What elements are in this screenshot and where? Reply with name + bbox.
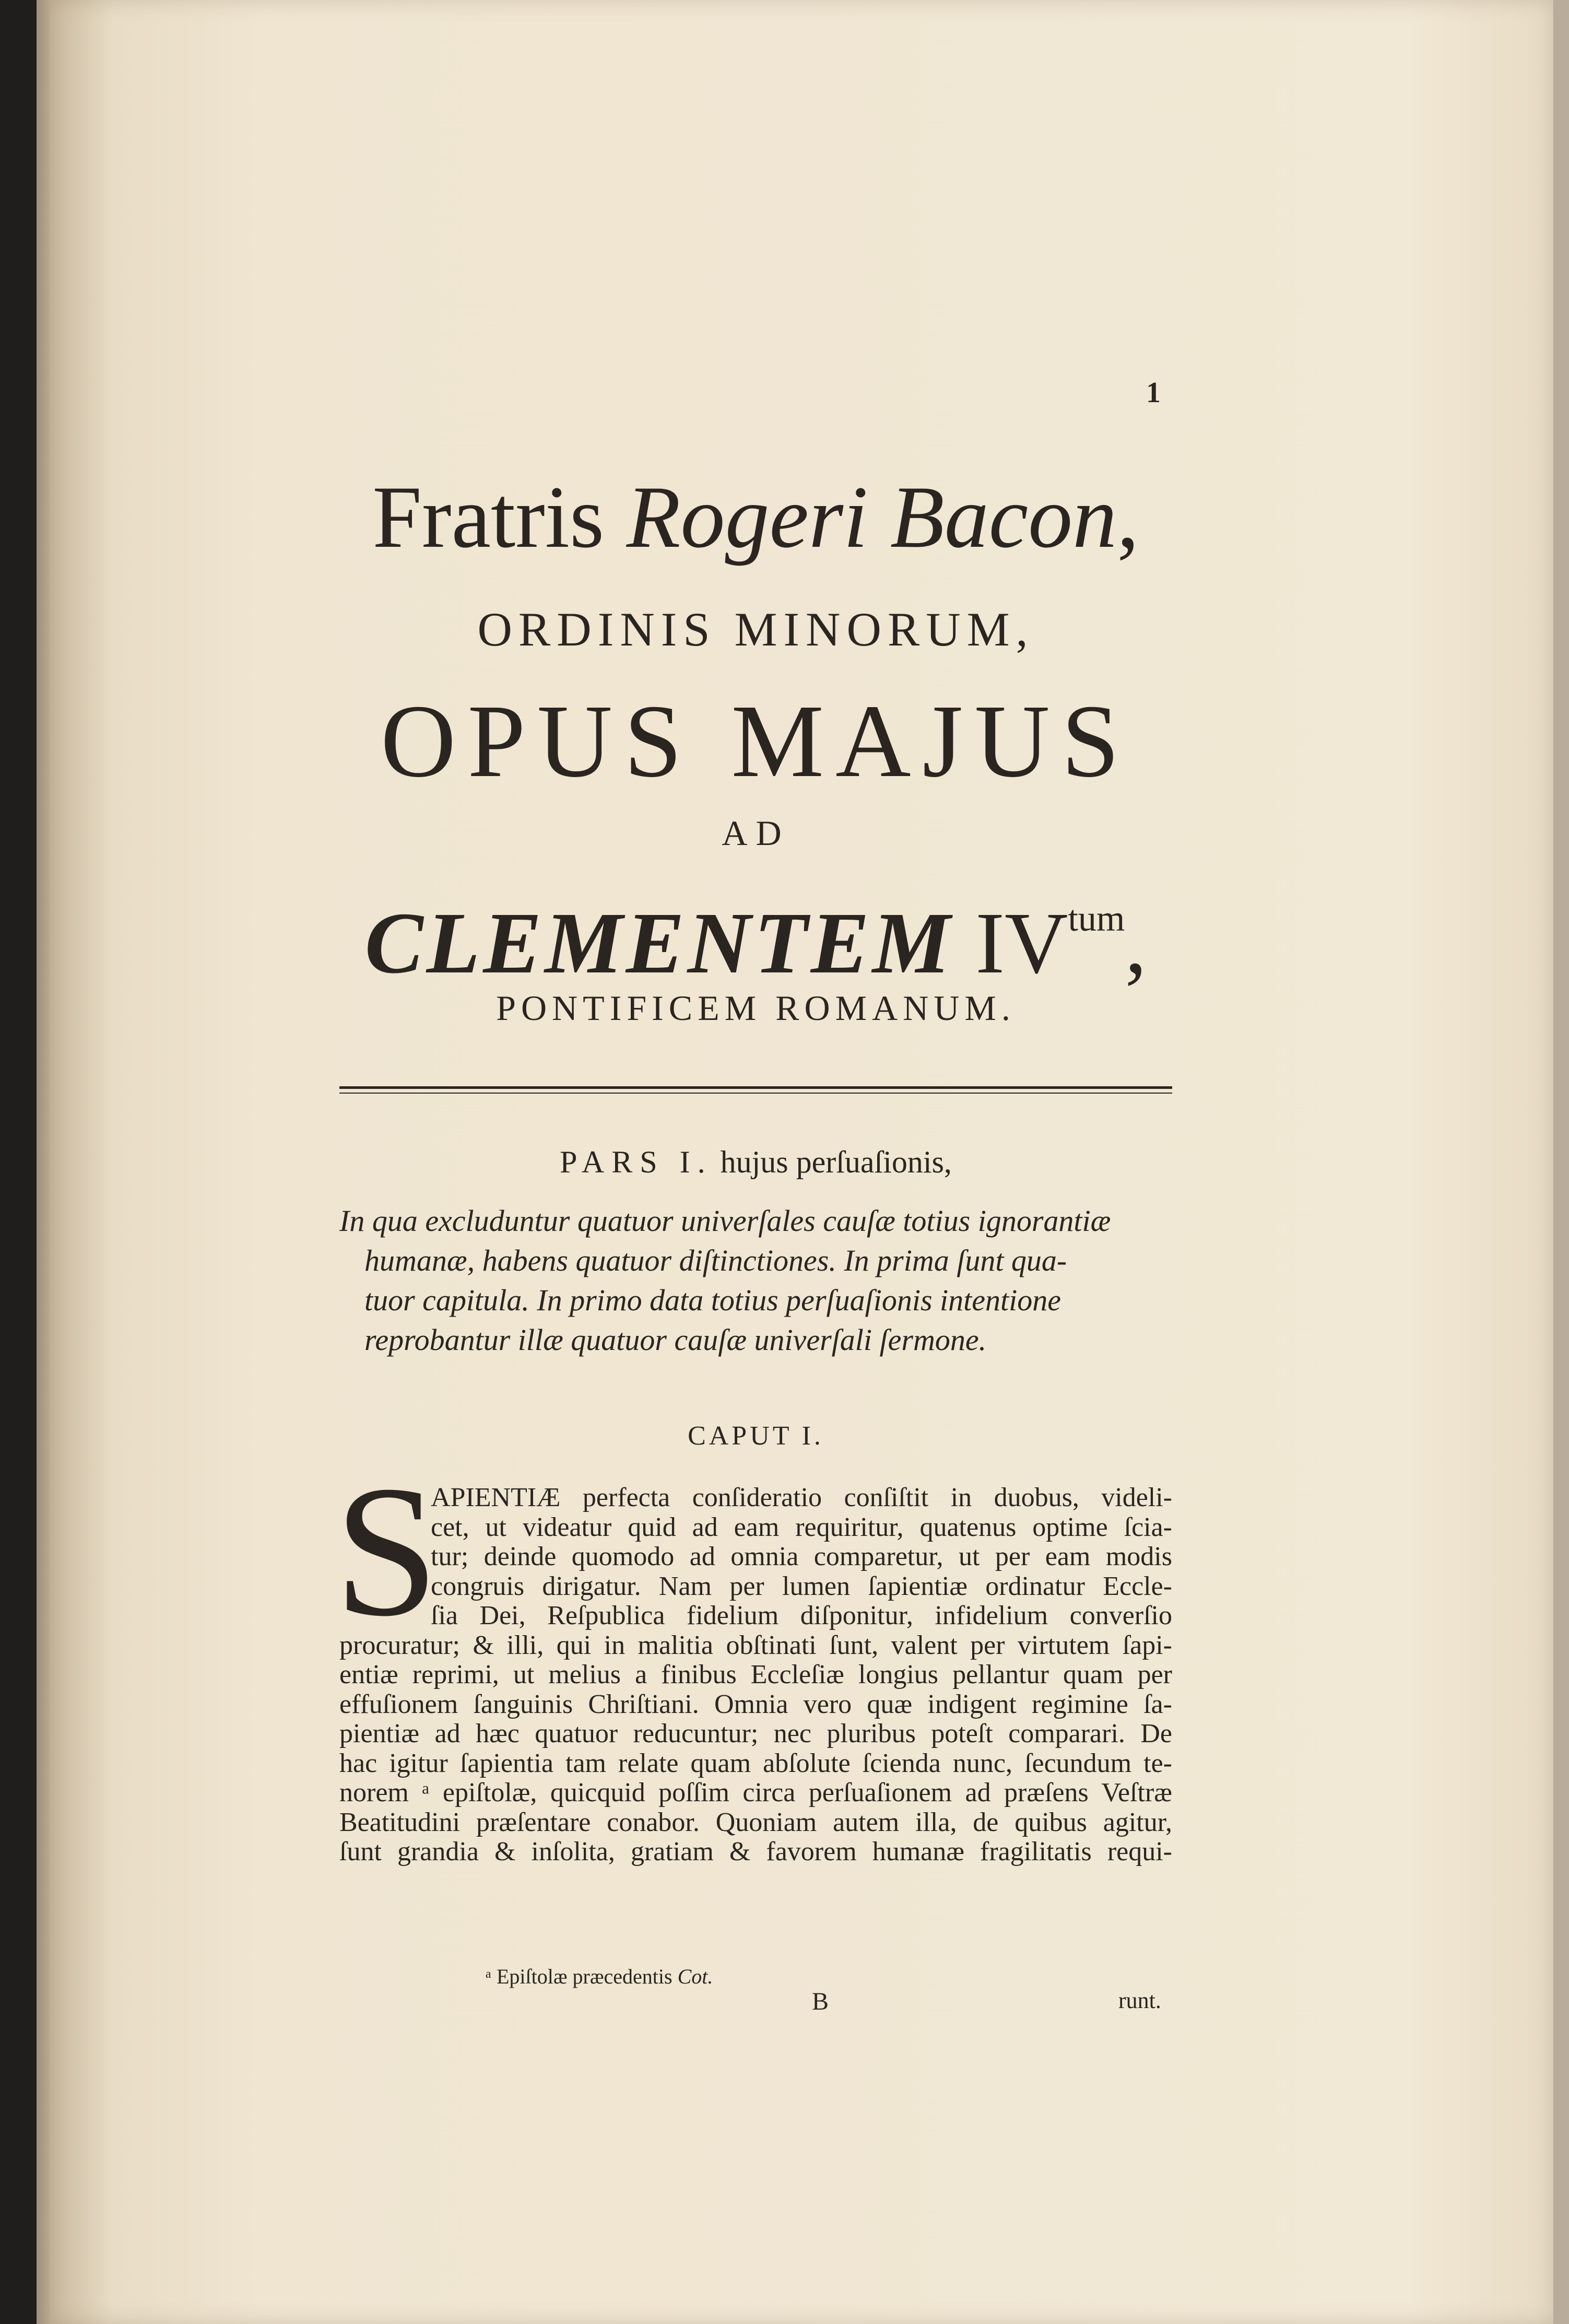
signature-mark: B bbox=[812, 1988, 829, 2015]
body-line: tur; deinde quomodo ad omnia comparetur, ut per eam modis bbox=[431, 1542, 1172, 1571]
title-author-name: Rogeri Bacon bbox=[626, 468, 1117, 566]
title-line-ad: AD bbox=[722, 813, 790, 853]
summary-line: reprobantur illæ quatuor cauſæ univerſali ſermone. bbox=[364, 1323, 987, 1357]
body-line: ſia Dei, Reſpublica fidelium diſponitur, infidelium converſio bbox=[431, 1601, 1172, 1630]
summary-line: humanæ, habens quatuor diſtinctiones. In prima ſunt qua- bbox=[364, 1243, 1067, 1277]
body-line: norem ᵃ epiſtolæ, quicquid poſſim circa perſuaſionem ad præſens Veſtræ bbox=[339, 1778, 1172, 1807]
body-line: pientiæ ad hæc quatuor reducuntur; nec pluribus poteſt comparari. De bbox=[339, 1719, 1172, 1748]
title-dedicatee-name: CLEMENTEM bbox=[364, 895, 954, 992]
title-line-work: OPUS MAJUS bbox=[380, 684, 1131, 799]
title-author-comma: , bbox=[1117, 468, 1139, 566]
drop-cap-letter: S bbox=[334, 1447, 439, 1655]
part-label: PARS I. bbox=[560, 1145, 713, 1179]
part-heading bbox=[339, 1144, 1172, 1180]
footnote-mark: ᵃ bbox=[486, 1965, 491, 1988]
title-line-author bbox=[339, 470, 1172, 564]
body-line: APIENTIÆ perfecta conſideratio conſiſtit in duobus, videli- bbox=[431, 1483, 1172, 1512]
body-line: procuratur; & illi, qui in malitia obſtinati ſunt, valent per virtutem ſapi- bbox=[339, 1630, 1172, 1660]
book-gutter-shadow bbox=[0, 0, 37, 2324]
title-dedicatee-numeral: IV bbox=[975, 895, 1068, 992]
page-right-edge bbox=[1553, 0, 1569, 2324]
body-line: hac igitur ſapientia tam relate quam abſolute ſcienda nunc, ſecundum te- bbox=[339, 1748, 1172, 1778]
body-line: Beatitudini præſentare conabor. Quoniam autem illa, de quibus agitur, bbox=[339, 1807, 1172, 1837]
title-dedicatee-sup: tum bbox=[1068, 899, 1125, 939]
summary-line: In qua excluduntur quatuor univerſales cauſæ totius ignorantiæ bbox=[339, 1204, 1111, 1238]
catchword: runt. bbox=[1118, 1988, 1161, 2013]
title-line-dedicatee bbox=[339, 870, 1172, 993]
body-line: congruis dirigatur. Nam per lumen ſapientiæ ordinatur Eccle- bbox=[431, 1571, 1172, 1601]
title-line-office: PONTIFICEM ROMANUM. bbox=[496, 988, 1016, 1028]
footnote-source: Cot. bbox=[677, 1965, 713, 1988]
chapter-body bbox=[339, 1483, 1172, 1867]
part-subtitle: hujus perſuaſionis, bbox=[720, 1145, 952, 1179]
chapter-heading: CAPUT I. bbox=[688, 1421, 824, 1451]
body-line: cet, ut videatur quid ad eam requiritur, quatenus optime ſcia- bbox=[431, 1512, 1172, 1542]
footnote bbox=[486, 1964, 713, 1990]
summary-line: tuor capitula. In primo data totius perſuaſionis intentione bbox=[364, 1283, 1061, 1317]
footnote-text: Epiſtolæ præcedentis bbox=[496, 1965, 673, 1988]
title-author-prefix: Fratris bbox=[372, 468, 627, 566]
title-dedicatee-comma: , bbox=[1125, 895, 1147, 992]
body-line: ſunt grandia & inſolita, gratiam & favorem humanæ fragilitatis requi- bbox=[339, 1837, 1172, 1867]
part-summary bbox=[339, 1201, 1172, 1360]
page-number: 1 bbox=[1146, 377, 1161, 409]
title-line-order: ORDINIS MINORUM, bbox=[477, 603, 1034, 656]
body-line: entiæ reprimi, ut melius a finibus Eccleſiæ longius pellantur quam per bbox=[339, 1660, 1172, 1689]
body-line: effuſionem ſanguinis Chriſtiani. Omnia vero quæ indigent regimine ſa- bbox=[339, 1689, 1172, 1719]
divider-rule-thick bbox=[339, 1086, 1172, 1089]
divider-rule-thin bbox=[339, 1093, 1172, 1094]
